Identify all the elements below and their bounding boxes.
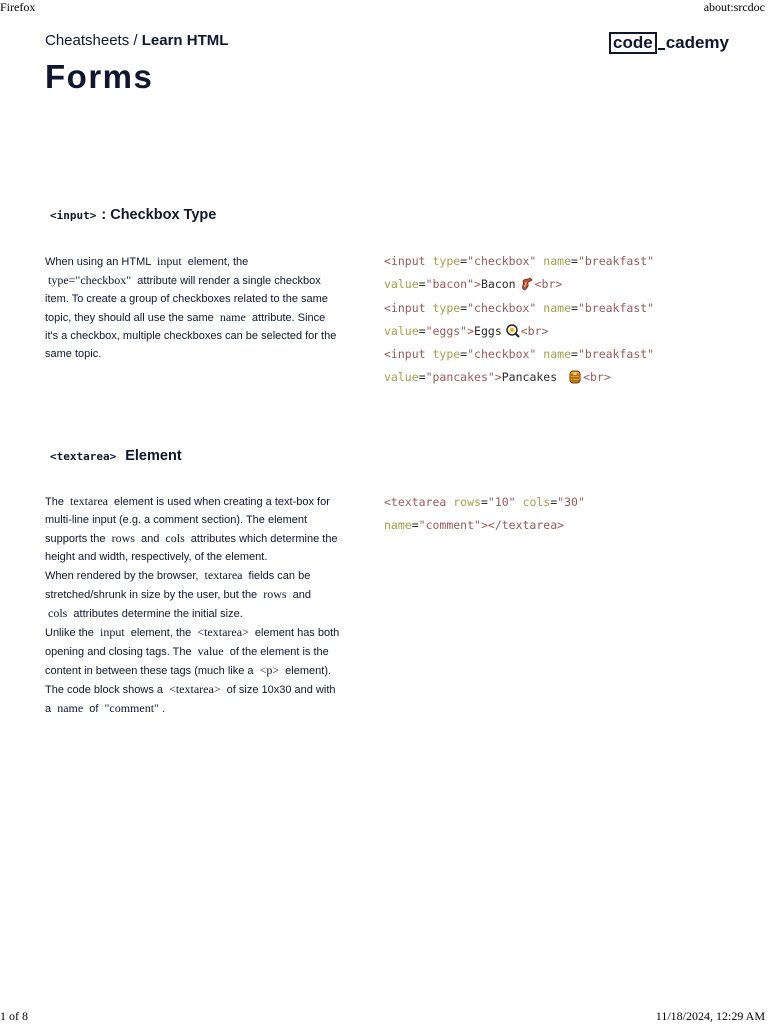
desc-text: element). The code block shows a bbox=[45, 665, 332, 696]
inline-code: textarea bbox=[70, 494, 108, 508]
desc-text: When rendered by the browser, bbox=[45, 570, 202, 582]
logo-cademy: cademy bbox=[665, 33, 730, 52]
bacon-icon bbox=[520, 277, 534, 291]
desc-text: Unlike the bbox=[45, 627, 97, 639]
inline-code: cols bbox=[165, 531, 185, 545]
heading-code: <textarea> bbox=[50, 450, 117, 463]
egg-icon bbox=[506, 324, 520, 338]
heading-text: : Checkbox Type bbox=[101, 207, 217, 223]
breadcrumb-parent[interactable]: Cheatsheets bbox=[45, 32, 130, 49]
breadcrumb-current[interactable]: Learn HTML bbox=[141, 32, 229, 49]
section-description-textarea bbox=[45, 492, 340, 718]
desc-text: attributes determine the initial size. bbox=[70, 608, 243, 620]
desc-text: and bbox=[137, 533, 163, 545]
desc-text: element has both opening and closing tags. The bbox=[45, 627, 340, 658]
inline-code: rows bbox=[111, 531, 135, 545]
pancakes-icon bbox=[568, 370, 582, 384]
inline-code: cols bbox=[48, 606, 68, 620]
inline-code: rows bbox=[263, 587, 287, 601]
inline-code: value bbox=[197, 644, 224, 658]
logo-code: code bbox=[609, 32, 657, 54]
code-line: <textarea rows="10" cols="30" bbox=[384, 495, 585, 509]
inline-code: name bbox=[57, 701, 84, 715]
desc-text: . bbox=[161, 703, 165, 715]
desc-text: element is used when creating a text-box for multi-line input (e.g. a comment section). The element supports the bbox=[45, 496, 330, 545]
code-block-checkbox bbox=[384, 250, 754, 390]
print-header-right: about:srcdoc bbox=[703, 0, 765, 14]
breadcrumb-separator: / bbox=[129, 32, 142, 49]
section-description-checkbox bbox=[45, 252, 340, 363]
page-title: Forms bbox=[45, 58, 154, 95]
section-heading-textarea bbox=[50, 448, 182, 464]
inline-code: "comment" bbox=[104, 701, 159, 715]
heading-code: <input> bbox=[50, 209, 97, 222]
inline-code: input bbox=[99, 625, 125, 639]
desc-text: of bbox=[86, 703, 102, 715]
codecademy-logo[interactable] bbox=[609, 32, 729, 54]
logo-cursor bbox=[658, 48, 665, 50]
desc-text: attribute will render a single checkbox item. To create a group of checkboxes related to the same topic, they should all use the same bbox=[45, 275, 328, 324]
code-line: <input type="checkbox" name="breakfast" bbox=[384, 347, 655, 362]
inline-code: input bbox=[157, 254, 182, 268]
desc-text: When using an HTML bbox=[45, 256, 155, 268]
code-line: value="pancakes">Pancakes <br> bbox=[384, 370, 611, 385]
section-heading-checkbox bbox=[50, 207, 216, 223]
desc-text: attributes which determine the height and width, respectively, of the element. bbox=[45, 533, 338, 563]
desc-text: of the element is the content in between these tags (much like a bbox=[45, 646, 329, 677]
desc-text: of size 10x30 and with a bbox=[45, 684, 336, 715]
inline-code: <textarea> bbox=[197, 625, 249, 639]
inline-code: type="checkbox" bbox=[48, 273, 132, 287]
code-line: value="bacon">Bacon <br> bbox=[384, 277, 563, 292]
print-header-left: Firefox bbox=[0, 0, 36, 14]
desc-text: element, the bbox=[184, 256, 249, 268]
inline-code: <textarea> bbox=[169, 682, 221, 696]
code-line: <input type="checkbox" name="breakfast" bbox=[384, 300, 655, 315]
desc-text: element, the bbox=[127, 627, 195, 639]
desc-text: attribute. Since it's a checkbox, multiple checkboxes can be selected for the same topic. bbox=[45, 312, 337, 360]
code-line: <input type="checkbox" name="breakfast" bbox=[384, 254, 655, 268]
inline-code: textarea bbox=[204, 568, 243, 582]
code-block-textarea bbox=[384, 491, 754, 538]
print-footer-date: 11/18/2024, 12:29 AM bbox=[655, 1009, 765, 1023]
inline-code: <p> bbox=[259, 663, 280, 677]
code-line: name="comment"></textarea> bbox=[384, 518, 565, 533]
breadcrumb bbox=[45, 32, 228, 49]
desc-text: and bbox=[289, 589, 311, 601]
desc-text: fields can be stretched/shrunk in size by the user, but the bbox=[45, 570, 311, 601]
desc-text: The bbox=[45, 496, 68, 508]
heading-text: Element bbox=[125, 448, 182, 464]
code-line: value="eggs">Eggs <br> bbox=[384, 323, 549, 338]
print-footer-page: 1 of 8 bbox=[0, 1009, 28, 1023]
inline-code: name bbox=[219, 310, 246, 324]
